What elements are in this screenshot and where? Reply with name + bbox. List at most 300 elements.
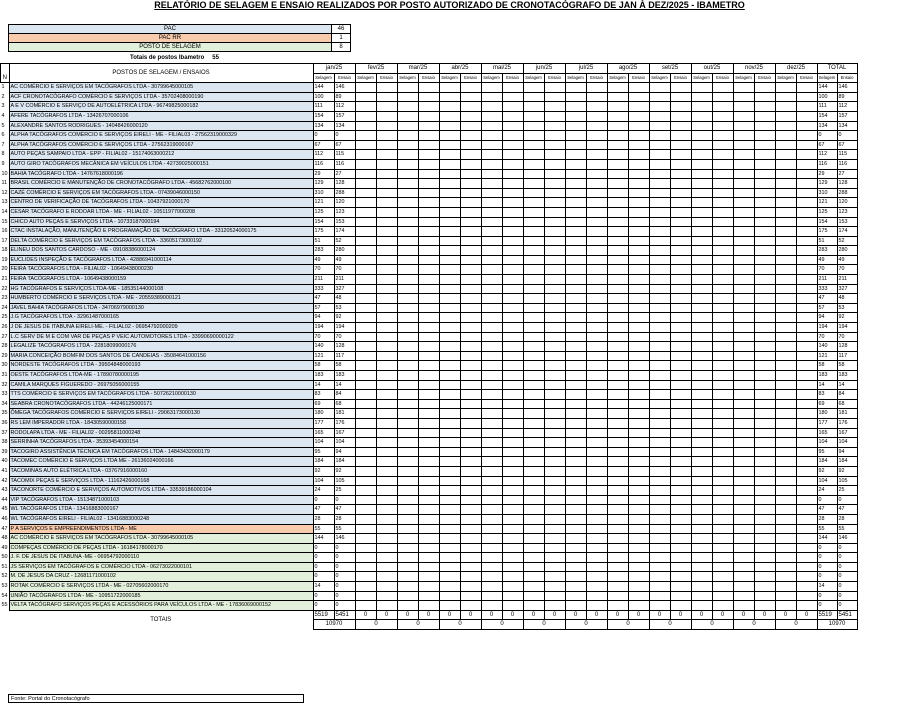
total-ensaio: 184 bbox=[837, 457, 857, 467]
empty-cell bbox=[397, 332, 418, 342]
empty-cell bbox=[502, 111, 523, 121]
empty-cell bbox=[796, 140, 817, 150]
empty-cell bbox=[355, 572, 376, 582]
total-ensaio: 0 bbox=[837, 553, 857, 563]
table-row bbox=[1, 198, 858, 208]
ensaio-header: Ensaio bbox=[544, 73, 565, 83]
total-selagem: 69 bbox=[817, 399, 837, 409]
empty-cell bbox=[712, 380, 733, 390]
empty-cell bbox=[481, 198, 502, 208]
empty-cell bbox=[439, 236, 460, 246]
empty-cell bbox=[355, 150, 376, 160]
empty-cell bbox=[670, 553, 691, 563]
empty-cell bbox=[523, 198, 544, 208]
empty-cell bbox=[733, 399, 754, 409]
month-header: mai/25 bbox=[481, 64, 523, 74]
empty-cell bbox=[502, 92, 523, 102]
total-selagem: 24 bbox=[817, 486, 837, 496]
empty-cell bbox=[754, 188, 775, 198]
empty-cell bbox=[397, 457, 418, 467]
empty-cell bbox=[670, 380, 691, 390]
empty-cell bbox=[691, 399, 712, 409]
empty-cell bbox=[586, 342, 607, 352]
total-postos-value: 55 bbox=[212, 55, 219, 61]
empty-cell bbox=[649, 102, 670, 112]
table-row bbox=[1, 102, 858, 112]
empty-cell bbox=[460, 342, 481, 352]
empty-cell bbox=[712, 179, 733, 189]
empty-cell bbox=[523, 83, 544, 93]
empty-cell bbox=[418, 236, 439, 246]
empty-cell bbox=[607, 102, 628, 112]
total-ensaio: 70 bbox=[837, 265, 857, 275]
empty-cell bbox=[460, 428, 481, 438]
empty-cell bbox=[796, 505, 817, 515]
row-number: 12 bbox=[1, 189, 8, 196]
empty-cell bbox=[586, 275, 607, 285]
row-number: 55 bbox=[1, 602, 8, 609]
empty-cell bbox=[775, 131, 796, 141]
empty-cell bbox=[565, 572, 586, 582]
empty-cell bbox=[397, 179, 418, 189]
total-selagem: 29 bbox=[817, 169, 837, 179]
empty-cell bbox=[733, 543, 754, 553]
empty-cell bbox=[376, 111, 397, 121]
empty-cell bbox=[565, 227, 586, 237]
empty-cell bbox=[670, 92, 691, 102]
empty-cell bbox=[712, 255, 733, 265]
empty-cell bbox=[397, 102, 418, 112]
empty-cell bbox=[754, 380, 775, 390]
empty-cell bbox=[628, 601, 649, 611]
table-row bbox=[1, 601, 858, 611]
empty-cell bbox=[775, 121, 796, 131]
empty-cell bbox=[649, 313, 670, 323]
empty-cell bbox=[418, 418, 439, 428]
table-row bbox=[1, 246, 858, 256]
empty-cell bbox=[670, 371, 691, 381]
total-selagem: 104 bbox=[817, 438, 837, 448]
empty-cell bbox=[775, 457, 796, 467]
empty-cell bbox=[733, 428, 754, 438]
row-number: 31 bbox=[1, 372, 8, 378]
jan-selagem: 165 bbox=[313, 428, 334, 438]
empty-cell bbox=[439, 342, 460, 352]
total-selagem: 55 bbox=[817, 524, 837, 534]
empty-cell bbox=[712, 572, 733, 582]
empty-cell bbox=[418, 179, 439, 189]
empty-cell bbox=[670, 255, 691, 265]
empty-cell bbox=[775, 323, 796, 333]
selagem-header: Selagem bbox=[691, 73, 712, 83]
empty-cell bbox=[649, 342, 670, 352]
empty-cell bbox=[523, 313, 544, 323]
empty-cell bbox=[565, 102, 586, 112]
totals-month-sum: 0 bbox=[607, 620, 649, 630]
table-row bbox=[1, 572, 858, 582]
ensaio-header: Ensaio bbox=[628, 73, 649, 83]
empty-cell bbox=[376, 140, 397, 150]
empty-cell bbox=[670, 447, 691, 457]
empty-cell bbox=[586, 265, 607, 275]
empty-cell bbox=[691, 495, 712, 505]
empty-cell bbox=[586, 399, 607, 409]
empty-cell bbox=[754, 313, 775, 323]
totals-selagem: 0 bbox=[355, 610, 376, 620]
empty-cell bbox=[628, 159, 649, 169]
empty-cell bbox=[481, 332, 502, 342]
total-selagem: 125 bbox=[817, 207, 837, 217]
empty-cell bbox=[649, 543, 670, 553]
empty-cell bbox=[796, 131, 817, 141]
empty-cell bbox=[418, 246, 439, 256]
empty-cell bbox=[670, 246, 691, 256]
empty-cell bbox=[565, 131, 586, 141]
empty-cell bbox=[733, 255, 754, 265]
empty-cell bbox=[670, 428, 691, 438]
empty-cell bbox=[649, 476, 670, 486]
empty-cell bbox=[796, 227, 817, 237]
empty-cell bbox=[754, 505, 775, 515]
empty-cell bbox=[460, 371, 481, 381]
total-ensaio: 280 bbox=[837, 246, 857, 256]
total-ensaio: 58 bbox=[837, 361, 857, 371]
empty-cell bbox=[502, 351, 523, 361]
empty-cell bbox=[565, 332, 586, 342]
jan-ensaio: 27 bbox=[334, 169, 355, 179]
row-number-header: N bbox=[1, 64, 10, 83]
empty-cell bbox=[607, 303, 628, 313]
empty-cell bbox=[376, 102, 397, 112]
empty-cell bbox=[397, 227, 418, 237]
empty-cell bbox=[649, 514, 670, 524]
empty-cell bbox=[691, 390, 712, 400]
empty-cell bbox=[586, 466, 607, 476]
empty-cell bbox=[523, 92, 544, 102]
jan-selagem: 175 bbox=[313, 227, 334, 237]
empty-cell bbox=[733, 447, 754, 457]
total-ensaio: 167 bbox=[837, 428, 857, 438]
totals-total-selagem: 5519 bbox=[817, 610, 837, 620]
posto-name: TACOMIX PEÇAS E SERVIÇOS LTDA - 11162426000168 bbox=[9, 476, 313, 486]
row-number: 14 bbox=[1, 208, 8, 215]
empty-cell bbox=[418, 102, 439, 112]
table-row bbox=[1, 159, 858, 169]
empty-cell bbox=[418, 476, 439, 486]
posto-name: AC COMÉRCIO E SERVIÇOS EM TACÓGRAFOS LTDA - 30799645000105 bbox=[9, 83, 313, 93]
empty-cell bbox=[439, 303, 460, 313]
empty-cell bbox=[439, 284, 460, 294]
table-row bbox=[1, 303, 858, 313]
empty-cell bbox=[796, 159, 817, 169]
total-selagem: 283 bbox=[817, 246, 837, 256]
empty-cell bbox=[733, 390, 754, 400]
jan-ensaio: 146 bbox=[334, 83, 355, 93]
empty-cell bbox=[607, 361, 628, 371]
empty-cell bbox=[565, 438, 586, 448]
empty-cell bbox=[586, 380, 607, 390]
empty-cell bbox=[712, 284, 733, 294]
jan-selagem: 111 bbox=[313, 102, 334, 112]
empty-cell bbox=[523, 217, 544, 227]
empty-cell bbox=[502, 591, 523, 601]
empty-cell bbox=[439, 140, 460, 150]
empty-cell bbox=[355, 371, 376, 381]
total-ensaio: 194 bbox=[837, 323, 857, 333]
posto-name: WL TACÓGRAFOS LTDA - 13416883000167 bbox=[9, 505, 313, 515]
selagem-header: Selagem bbox=[775, 73, 796, 83]
jan-selagem: 0 bbox=[313, 553, 334, 563]
row-number: 39 bbox=[1, 448, 8, 455]
posto-name: ACF CRONOTACÓGRAFO COMÉRCIO E SERVIÇOS LTDA - 35702408000190 bbox=[9, 92, 313, 102]
empty-cell bbox=[565, 121, 586, 131]
empty-cell bbox=[460, 572, 481, 582]
empty-cell bbox=[712, 342, 733, 352]
empty-cell bbox=[565, 236, 586, 246]
empty-cell bbox=[670, 351, 691, 361]
empty-cell bbox=[775, 553, 796, 563]
table-row bbox=[1, 111, 858, 121]
empty-cell bbox=[544, 92, 565, 102]
empty-cell bbox=[712, 83, 733, 93]
empty-cell bbox=[796, 284, 817, 294]
empty-cell bbox=[544, 169, 565, 179]
total-selagem: 0 bbox=[817, 562, 837, 572]
empty-cell bbox=[691, 111, 712, 121]
empty-cell bbox=[523, 486, 544, 496]
empty-cell bbox=[754, 390, 775, 400]
empty-cell bbox=[565, 207, 586, 217]
jan-ensaio: 153 bbox=[334, 217, 355, 227]
posto-name: MARIA CONCEIÇÃO BOMFIM DOS SANTOS DE CANDEIAS - 35084641000156 bbox=[9, 351, 313, 361]
posto-name: CAMILA MARQUES FIGUEREDO - 26975056000155 bbox=[9, 380, 313, 390]
empty-cell bbox=[523, 284, 544, 294]
posto-name: EUCLIDES INSPEÇÃO E TACÓGRAFOS LTDA - 42886941000114 bbox=[9, 255, 313, 265]
total-selagem: 57 bbox=[817, 303, 837, 313]
jan-ensaio: 167 bbox=[334, 428, 355, 438]
empty-cell bbox=[397, 371, 418, 381]
empty-cell bbox=[418, 447, 439, 457]
total-selagem: 100 bbox=[817, 92, 837, 102]
empty-cell bbox=[796, 361, 817, 371]
jan-ensaio: 0 bbox=[334, 562, 355, 572]
row-number: 26 bbox=[1, 324, 8, 331]
empty-cell bbox=[523, 361, 544, 371]
row-number: 52 bbox=[1, 573, 8, 580]
empty-cell bbox=[754, 361, 775, 371]
empty-cell bbox=[628, 131, 649, 141]
total-ensaio: 25 bbox=[837, 486, 857, 496]
empty-cell bbox=[607, 188, 628, 198]
empty-cell bbox=[733, 601, 754, 611]
empty-cell bbox=[712, 92, 733, 102]
empty-cell bbox=[481, 150, 502, 160]
empty-cell bbox=[502, 418, 523, 428]
empty-cell bbox=[607, 476, 628, 486]
empty-cell bbox=[481, 131, 502, 141]
empty-cell bbox=[397, 466, 418, 476]
empty-cell bbox=[523, 390, 544, 400]
empty-cell bbox=[607, 284, 628, 294]
empty-cell bbox=[586, 562, 607, 572]
summary-label: PAC bbox=[9, 25, 332, 34]
empty-cell bbox=[607, 514, 628, 524]
empty-cell bbox=[544, 140, 565, 150]
row-number: 7 bbox=[1, 141, 5, 148]
empty-cell bbox=[544, 275, 565, 285]
empty-cell bbox=[355, 313, 376, 323]
empty-cell bbox=[670, 486, 691, 496]
empty-cell bbox=[460, 418, 481, 428]
jan-selagem: 24 bbox=[313, 486, 334, 496]
empty-cell bbox=[544, 447, 565, 457]
empty-cell bbox=[775, 428, 796, 438]
empty-cell bbox=[775, 534, 796, 544]
empty-cell bbox=[355, 131, 376, 141]
empty-cell bbox=[775, 418, 796, 428]
empty-cell bbox=[523, 207, 544, 217]
empty-cell bbox=[439, 390, 460, 400]
empty-cell bbox=[376, 92, 397, 102]
empty-cell bbox=[481, 361, 502, 371]
empty-cell bbox=[670, 102, 691, 112]
empty-cell bbox=[649, 591, 670, 601]
empty-cell bbox=[691, 102, 712, 112]
empty-cell bbox=[754, 140, 775, 150]
jan-selagem: 0 bbox=[313, 572, 334, 582]
summary-label: POSTO DE SELAGEM bbox=[9, 43, 332, 52]
empty-cell bbox=[586, 476, 607, 486]
empty-cell bbox=[670, 601, 691, 611]
empty-cell bbox=[628, 572, 649, 582]
empty-cell bbox=[607, 179, 628, 189]
empty-cell bbox=[481, 371, 502, 381]
totals-month-sum: 0 bbox=[523, 620, 565, 630]
empty-cell bbox=[754, 582, 775, 592]
table-row bbox=[1, 399, 858, 409]
jan-selagem: 104 bbox=[313, 476, 334, 486]
empty-cell bbox=[481, 236, 502, 246]
jan-ensaio: 184 bbox=[334, 457, 355, 467]
empty-cell bbox=[439, 562, 460, 572]
row-number: 42 bbox=[1, 477, 8, 484]
empty-cell bbox=[565, 514, 586, 524]
empty-cell bbox=[460, 284, 481, 294]
empty-cell bbox=[712, 131, 733, 141]
total-selagem: 49 bbox=[817, 255, 837, 265]
empty-cell bbox=[439, 111, 460, 121]
empty-cell bbox=[691, 188, 712, 198]
empty-cell bbox=[565, 179, 586, 189]
row-number: 28 bbox=[1, 343, 8, 350]
empty-cell bbox=[565, 371, 586, 381]
empty-cell bbox=[418, 140, 439, 150]
empty-cell bbox=[649, 159, 670, 169]
empty-cell bbox=[439, 495, 460, 505]
empty-cell bbox=[502, 275, 523, 285]
empty-cell bbox=[586, 159, 607, 169]
empty-cell bbox=[481, 438, 502, 448]
empty-cell bbox=[649, 380, 670, 390]
empty-cell bbox=[586, 150, 607, 160]
empty-cell bbox=[376, 179, 397, 189]
empty-cell bbox=[523, 342, 544, 352]
empty-cell bbox=[418, 562, 439, 572]
empty-cell bbox=[754, 246, 775, 256]
total-selagem: 165 bbox=[817, 428, 837, 438]
empty-cell bbox=[586, 227, 607, 237]
empty-cell bbox=[754, 121, 775, 131]
empty-cell bbox=[565, 198, 586, 208]
empty-cell bbox=[544, 486, 565, 496]
empty-cell bbox=[397, 294, 418, 304]
row-number: 16 bbox=[1, 228, 8, 235]
empty-cell bbox=[460, 140, 481, 150]
total-selagem: 194 bbox=[817, 323, 837, 333]
empty-cell bbox=[649, 140, 670, 150]
empty-cell bbox=[712, 159, 733, 169]
empty-cell bbox=[691, 284, 712, 294]
empty-cell bbox=[523, 188, 544, 198]
empty-cell bbox=[502, 332, 523, 342]
empty-cell bbox=[775, 275, 796, 285]
month-header: fev/25 bbox=[355, 64, 397, 74]
table-row bbox=[1, 131, 858, 141]
empty-cell bbox=[376, 246, 397, 256]
empty-cell bbox=[628, 111, 649, 121]
jan-ensaio: 0 bbox=[334, 591, 355, 601]
total-selagem: 0 bbox=[817, 553, 837, 563]
empty-cell bbox=[355, 284, 376, 294]
posto-name: HG TACÓGRAFOS E SERVIÇOS LTDA-ME - 18535144000108 bbox=[9, 284, 313, 294]
empty-cell bbox=[481, 601, 502, 611]
total-ensaio: 117 bbox=[837, 351, 857, 361]
empty-cell bbox=[670, 275, 691, 285]
empty-cell bbox=[691, 217, 712, 227]
empty-cell bbox=[586, 514, 607, 524]
empty-cell bbox=[628, 255, 649, 265]
jan-selagem: 125 bbox=[313, 207, 334, 217]
empty-cell bbox=[418, 428, 439, 438]
empty-cell bbox=[733, 140, 754, 150]
empty-cell bbox=[397, 495, 418, 505]
total-selagem: 134 bbox=[817, 121, 837, 131]
empty-cell bbox=[670, 534, 691, 544]
total-selagem: 47 bbox=[817, 294, 837, 304]
empty-cell bbox=[502, 246, 523, 256]
empty-cell bbox=[502, 428, 523, 438]
empty-cell bbox=[691, 303, 712, 313]
empty-cell bbox=[649, 188, 670, 198]
empty-cell bbox=[523, 447, 544, 457]
empty-cell bbox=[565, 505, 586, 515]
empty-cell bbox=[712, 371, 733, 381]
empty-cell bbox=[355, 380, 376, 390]
empty-cell bbox=[691, 543, 712, 553]
total-ensaio: 48 bbox=[837, 294, 857, 304]
posto-name: CHICO AUTO PEÇAS E SERVIÇOS LTDA - 10733187000194 bbox=[9, 217, 313, 227]
posto-name: CENTRO DE VERIFICAÇÃO DE TACÓGRAFOS LTDA - 10437921000170 bbox=[9, 198, 313, 208]
empty-cell bbox=[775, 505, 796, 515]
posto-name: FEIRA TACÓGRAFOS LTDA - 10649438000159 bbox=[9, 275, 313, 285]
empty-cell bbox=[733, 418, 754, 428]
jan-ensaio: 123 bbox=[334, 207, 355, 217]
empty-cell bbox=[712, 294, 733, 304]
empty-cell bbox=[796, 207, 817, 217]
empty-cell bbox=[355, 447, 376, 457]
empty-cell bbox=[607, 572, 628, 582]
empty-cell bbox=[544, 294, 565, 304]
